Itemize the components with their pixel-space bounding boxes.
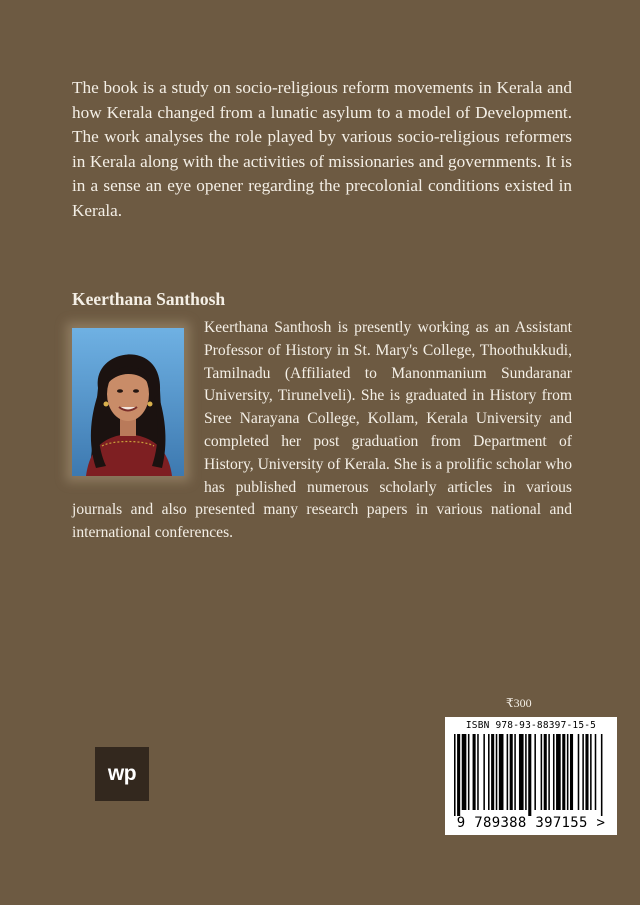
photo-spacer (72, 317, 204, 477)
barcode-bar (454, 734, 456, 816)
barcode-bar (491, 734, 494, 810)
barcode-bar (601, 734, 603, 816)
barcode-bar (468, 734, 470, 810)
barcode-bar (525, 734, 527, 810)
barcode-bar (507, 734, 509, 810)
barcode-bar (488, 734, 490, 810)
back-cover-blurb: The book is a study on socio-religious reform movements in Kerala and how Kerala changed from a lunatic asylum to a model of Development. The work analyses the role played by various socio-religious reformers in Kerala along with the activities of missionaries and governments. It is in a sense an eye opener regarding the precolonial conditions existed in Kerala. (72, 78, 572, 220)
barcode-bar (457, 734, 460, 816)
author-bio (72, 317, 572, 545)
barcode-bars (454, 734, 608, 816)
barcode-bar (473, 734, 476, 810)
barcode-bar (582, 734, 584, 810)
barcode-bar (562, 734, 565, 810)
author-bio-text: Keerthana Santhosh is presently working as an Assistant Professor of History in St. Mary's College, Thoothukkudi, Tamilnadu (Affiliated to Manonmanium Sundaranar University, Tirunelveli). She is graduated in History from Sree Narayana College, Kollam, Kerala University and completed her post graduation from Department of History, University of Kerala. She is a prolific scholar who has published numerous scholarly articles in various journals and also presented many research papers in various national and international conferences. (72, 319, 572, 542)
barcode-bar (553, 734, 555, 810)
barcode-bar (590, 734, 592, 810)
barcode-bar (496, 734, 498, 810)
barcode-bar (499, 734, 504, 810)
barcode-bar (570, 734, 573, 810)
barcode-bar (548, 734, 550, 810)
barcode-bar (556, 734, 561, 810)
barcode-bar (514, 734, 516, 810)
isbn-label: ISBN 978-93-88397-15-5 (465, 720, 597, 731)
barcode-bar (534, 734, 536, 810)
publisher-logo: wp (95, 747, 149, 801)
barcode-bar (462, 734, 467, 810)
barcode-bar (541, 734, 543, 810)
barcode-digits: 9 789388 397155 > (456, 815, 606, 831)
barcode-bar (528, 734, 531, 816)
barcode-bar (483, 734, 485, 810)
barcode-bar (544, 734, 547, 810)
barcode-bar (595, 734, 597, 810)
barcode-bar (578, 734, 580, 810)
barcode-bar (510, 734, 513, 810)
barcode-bar (477, 734, 479, 810)
barcode-bar (585, 734, 588, 810)
price-label: ₹300 (506, 696, 532, 710)
author-name: Keerthana Santhosh (72, 289, 226, 309)
isbn-barcode (445, 717, 617, 835)
barcode-bar (519, 734, 524, 810)
barcode-bar (567, 734, 569, 810)
